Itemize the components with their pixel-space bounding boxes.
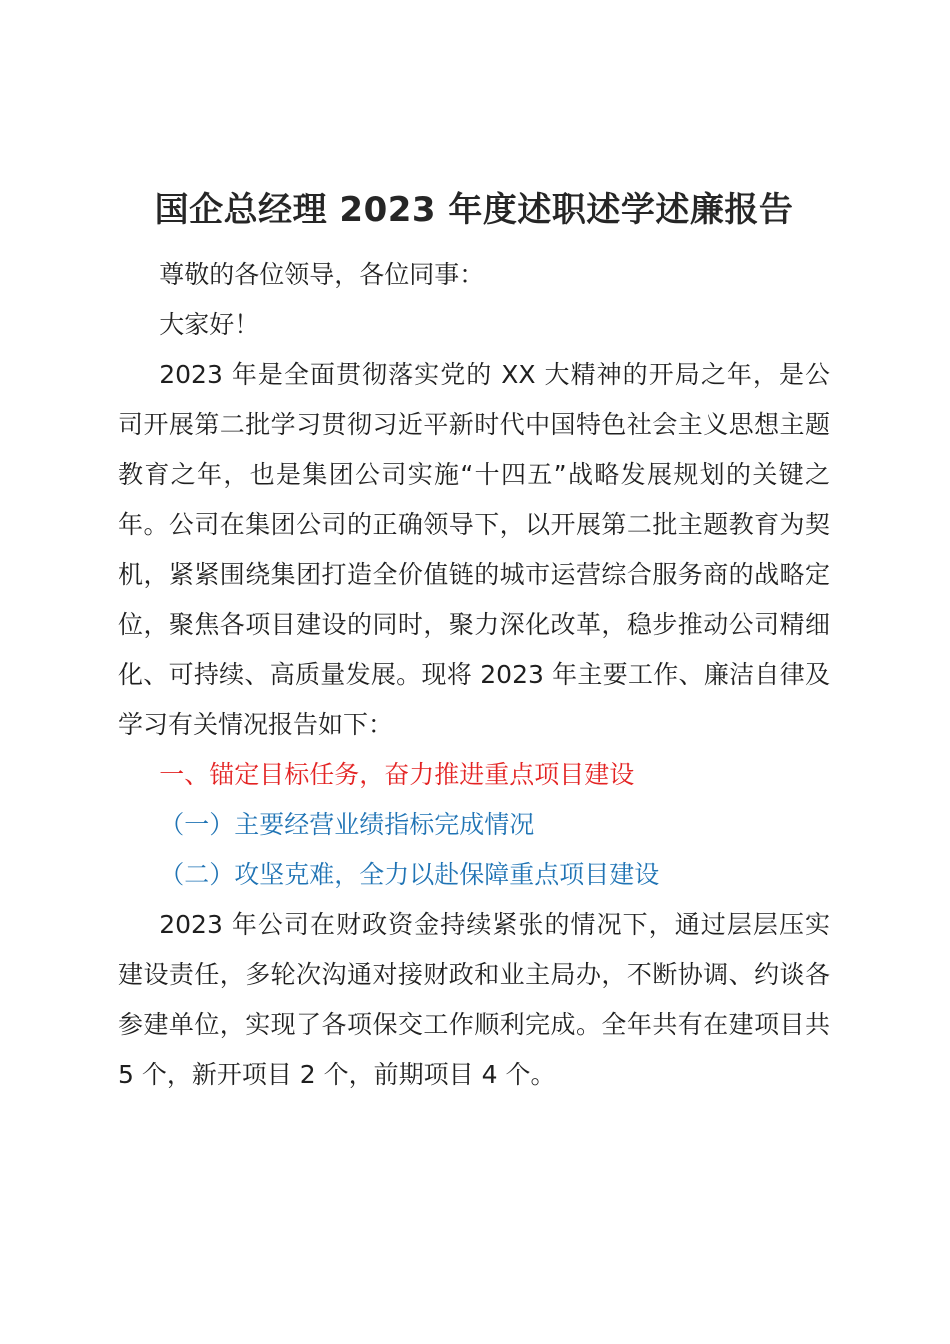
document-body xyxy=(118,250,830,1100)
salutation: 尊敬的各位领导，各位同事： xyxy=(159,260,485,289)
document-title: 国企总经理 2023 年度述职述学述廉报告 xyxy=(154,190,794,230)
subsection-2-paragraph: 2023 年公司在财政资金持续紧张的情况下，通过层层压实建设责任，多轮次沟通对接财政和业主局办，不断协调、约谈各参建单位，实现了各项保交工作顺利完成。全年共有在建项目共 5 个，新开项目 2 个，前期项目 4 个。 xyxy=(118,910,830,1089)
intro-paragraph: 2023 年是全面贯彻落实党的 XX 大精神的开局之年，是公司开展第二批学习贯彻习近平新时代中国特色社会主义思想主题教育之年，也是集团公司实施“十四五”战略发展规划的关键之年。公司在集团公司的正确领导下，以开展第二批主题教育为契机，紧紧围绕集团打造全价值链的城市运营综合服务商的战略定位，聚焦各项目建设的同时，聚力深化改革，稳步推动公司精细化、可持续、高质量发展。现将 2023 年主要工作、廉洁自律及学习有关情况报告如下： xyxy=(118,360,830,739)
document-page xyxy=(118,0,830,1344)
subsection-heading-2: （二）攻坚克难，全力以赴保障重点项目建设 xyxy=(159,860,660,889)
greeting: 大家好！ xyxy=(159,310,260,339)
section-heading-1: 一、锚定目标任务，奋力推进重点项目建设 xyxy=(159,760,635,789)
subsection-heading-1: （一）主要经营业绩指标完成情况 xyxy=(159,810,535,839)
